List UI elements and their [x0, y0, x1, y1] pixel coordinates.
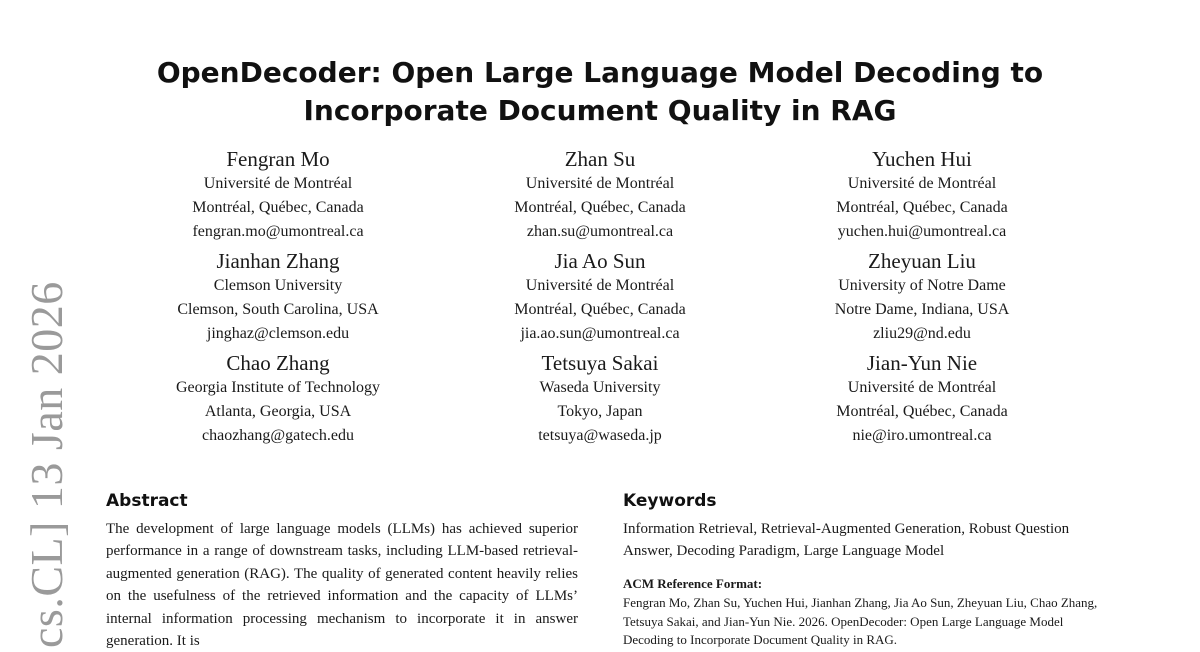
author-email: yuchen.hui@umontreal.ca — [837, 223, 1007, 240]
author-block — [744, 350, 1100, 448]
author-name: Yuchen Hui — [872, 147, 972, 171]
author-affiliation: Université de Montréal — [847, 175, 997, 192]
author-location: Montréal, Québec, Canada — [514, 199, 686, 216]
author-block — [456, 248, 744, 346]
author-affiliation: Georgia Institute of Technology — [175, 379, 381, 396]
author-affiliation: Université de Montréal — [525, 277, 675, 294]
author-location: Notre Dame, Indiana, USA — [834, 301, 1010, 318]
author-name: Jian-Yun Nie — [866, 351, 978, 375]
title-line-2: Incorporate Document Quality in RAG — [303, 94, 897, 127]
author-email: zhan.su@umontreal.ca — [526, 223, 674, 240]
author-affiliation: Université de Montréal — [525, 175, 675, 192]
author-email: nie@iro.umontreal.ca — [852, 427, 992, 444]
author-name: Chao Zhang — [226, 351, 330, 375]
arxiv-stamp: cs.CL] 13 Jan 2026 — [21, 281, 72, 648]
title-line-1: OpenDecoder: Open Large Language Model Decoding to — [156, 56, 1044, 89]
author-email: zliu29@nd.edu — [873, 325, 971, 342]
keywords-body: Information Retrieval, Retrieval-Augmented Generation, Robust Question Answer, Decoding Paradigm, Large Language Model — [623, 521, 1070, 560]
keywords-heading: Keywords — [623, 491, 717, 511]
author-affiliation: Waseda University — [539, 379, 661, 396]
author-block — [100, 146, 456, 244]
author-affiliation: Université de Montréal — [847, 379, 997, 396]
author-grid — [100, 146, 1100, 448]
author-block — [456, 146, 744, 244]
author-affiliation: Université de Montréal — [203, 175, 353, 192]
author-location: Montréal, Québec, Canada — [192, 199, 364, 216]
author-location: Montréal, Québec, Canada — [836, 403, 1008, 420]
abstract-body: The development of large language models (LLMs) has achieved superior performance in a range of downstream tasks, including LLM-based retrieval-augmented generation (RAG). The quality of generated content heavily relies on the usefulness of the retrieved information and the capacity of LLMs’ internal information processing mechanism to incorporate it in answer generation. It is — [106, 521, 578, 650]
author-name: Fengran Mo — [226, 147, 330, 171]
author-email: jinghaz@clemson.edu — [206, 325, 350, 342]
author-name: Zhan Su — [564, 147, 636, 171]
author-affiliation: Clemson University — [213, 277, 343, 294]
author-name: Jianhan Zhang — [216, 249, 340, 273]
author-email: jia.ao.sun@umontreal.ca — [520, 325, 680, 342]
author-location: Tokyo, Japan — [557, 403, 643, 420]
abstract-heading: Abstract — [106, 491, 188, 511]
author-affiliation: University of Notre Dame — [838, 277, 1006, 294]
paper-title — [100, 54, 1100, 130]
author-name: Zheyuan Liu — [868, 249, 976, 273]
author-block — [744, 146, 1100, 244]
author-location: Montréal, Québec, Canada — [514, 301, 686, 318]
author-block — [100, 248, 456, 346]
author-location: Clemson, South Carolina, USA — [177, 301, 379, 318]
author-email: chaozhang@gatech.edu — [202, 427, 354, 444]
acm-reference-heading: ACM Reference Format: — [623, 576, 763, 591]
author-location: Montréal, Québec, Canada — [836, 199, 1008, 216]
acm-reference-body: Fengran Mo, Zhan Su, Yuchen Hui, Jianhan Zhang, Jia Ao Sun, Zheyuan Liu, Chao Zhang, Tetsuya Sakai, and Jian-Yun Nie. 2026. OpenDecoder: Open Large Language Model Decoding to Incorporate Document Quality in RAG. — [623, 595, 1098, 647]
author-location: Atlanta, Georgia, USA — [204, 403, 352, 420]
author-name: Jia Ao Sun — [554, 249, 646, 273]
author-email: tetsuya@waseda.jp — [538, 427, 662, 444]
author-name: Tetsuya Sakai — [541, 351, 659, 375]
author-block — [100, 350, 456, 448]
author-block — [744, 248, 1100, 346]
author-email: fengran.mo@umontreal.ca — [192, 223, 364, 240]
author-block — [456, 350, 744, 448]
